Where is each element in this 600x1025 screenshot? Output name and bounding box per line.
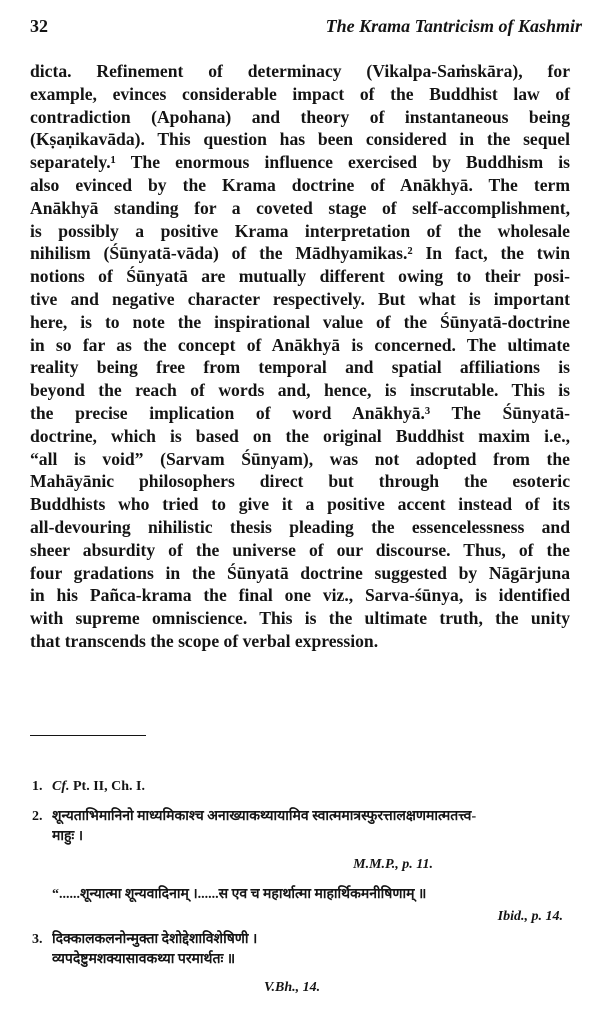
footnote-citation: M.M.P., p. 11.	[353, 857, 433, 872]
body-line: the precise implication of word Anākhyā.³ The Śūnyatā-	[30, 402, 570, 423]
footnote-sanskrit-line: शून्यताभिमानिनो माध्यमिकाश्च अनाख्याकथ्यायामिव स्वात्ममात्रस्फुरत्तालक्षणमात्मतत्त्व-	[52, 809, 477, 824]
footnote-3	[30, 930, 575, 995]
body-line: also evinced by the Krama doctrine of Anākhyā. The term	[30, 174, 570, 195]
footnote-number: 1.	[32, 779, 43, 794]
footnote-sanskrit-line: माहुः ।	[52, 829, 84, 844]
body-line: sheer absurdity of the universe of our discourse. Thus, of the	[30, 539, 570, 560]
footnote-1	[30, 777, 575, 797]
page-header	[30, 16, 582, 46]
footnote-sanskrit-line: दिक्कालकलनोन्मुक्ता देशोद्देशाविशेषिणी ।	[52, 932, 258, 947]
body-line: in his Pañca-krama the final one viz., Sarva-śūnya, is identified	[30, 585, 570, 606]
body-line: with supreme omniscience. This is the ultimate truth, the unity	[30, 608, 570, 629]
page-number: 32	[30, 16, 48, 36]
body-line: that transcends the scope of verbal expression.	[30, 630, 379, 651]
body-line: four gradations in the Śūnyatā doctrine suggested by Nāgārjuna	[30, 562, 570, 583]
running-title: The Krama Tantricism of Kashmir	[325, 16, 582, 36]
body-text	[30, 60, 570, 653]
footnote-number: 2.	[32, 809, 43, 824]
body-line: doctrine, which is based on the original Buddhist maxim i.e.,	[30, 425, 570, 446]
body-line: reality being free from temporal and spatial affiliations is	[30, 357, 570, 378]
footnote-quote: “......शून्यात्मा शून्यवादिनाम् ।......स एव च महार्थात्मा माहार्थिकमनीषिणाम् ॥	[52, 887, 427, 902]
body-line: separately.¹ The enormous influence exercised by Buddhism is	[30, 152, 570, 173]
body-line: Mahāyānic philosophers direct but through the esoteric	[30, 471, 570, 492]
body-line: all-devouring nihilistic thesis pleading the essencelessness and	[30, 516, 570, 537]
footnote-citation: V.Bh., 14.	[264, 980, 321, 995]
body-line: beyond the reach of words and, hence, is inscrutable. This is	[30, 380, 570, 401]
footnote-rule	[30, 735, 146, 736]
footnote-number: 3.	[32, 932, 43, 947]
body-line: example, evinces considerable impact of the Buddhist law of	[30, 83, 570, 104]
body-line: tive and negative character respectively. But what is important	[30, 288, 570, 309]
footnote-sanskrit-line: व्यपदेष्टुमशक्यासावकथ्या परमार्थतः ॥	[52, 952, 236, 967]
body-line: in so far as the concept of Anākhyā is concerned. The ultimate	[30, 334, 570, 355]
body-line: contradiction (Apohana) and theory of instantaneous being	[30, 106, 570, 127]
body-line: Buddhists who tried to give it a positive accent instead of its	[30, 494, 570, 515]
footnote-text: Cf. Pt. II, Ch. I.	[52, 779, 145, 794]
body-line: here, is to note the inspirational value of the Śūnyatā-doctrine	[30, 311, 570, 332]
body-line: “all is void” (Sarvam Śūnyam), was not adopted from the	[30, 448, 570, 469]
body-line: notions of Śūnyatā are mutually different owing to their posi-	[30, 266, 570, 287]
body-line: is possibly a positive Krama interpretation of the wholesale	[30, 220, 570, 241]
body-line: dicta. Refinement of determinacy (Vikalpa-Saṁskāra), for	[30, 61, 570, 81]
body-line: (Kṣaṇikavāda). This question has been considered in the sequel	[30, 129, 570, 150]
body-line: Anākhyā standing for a coveted stage of self-accomplishment,	[30, 197, 570, 218]
footnote-citation: Ibid., p. 14.	[497, 909, 563, 924]
footnote-2	[30, 807, 575, 924]
body-line: nihilism (Śūnyatā-vāda) of the Mādhyamikas.² In fact, the twin	[30, 243, 570, 264]
